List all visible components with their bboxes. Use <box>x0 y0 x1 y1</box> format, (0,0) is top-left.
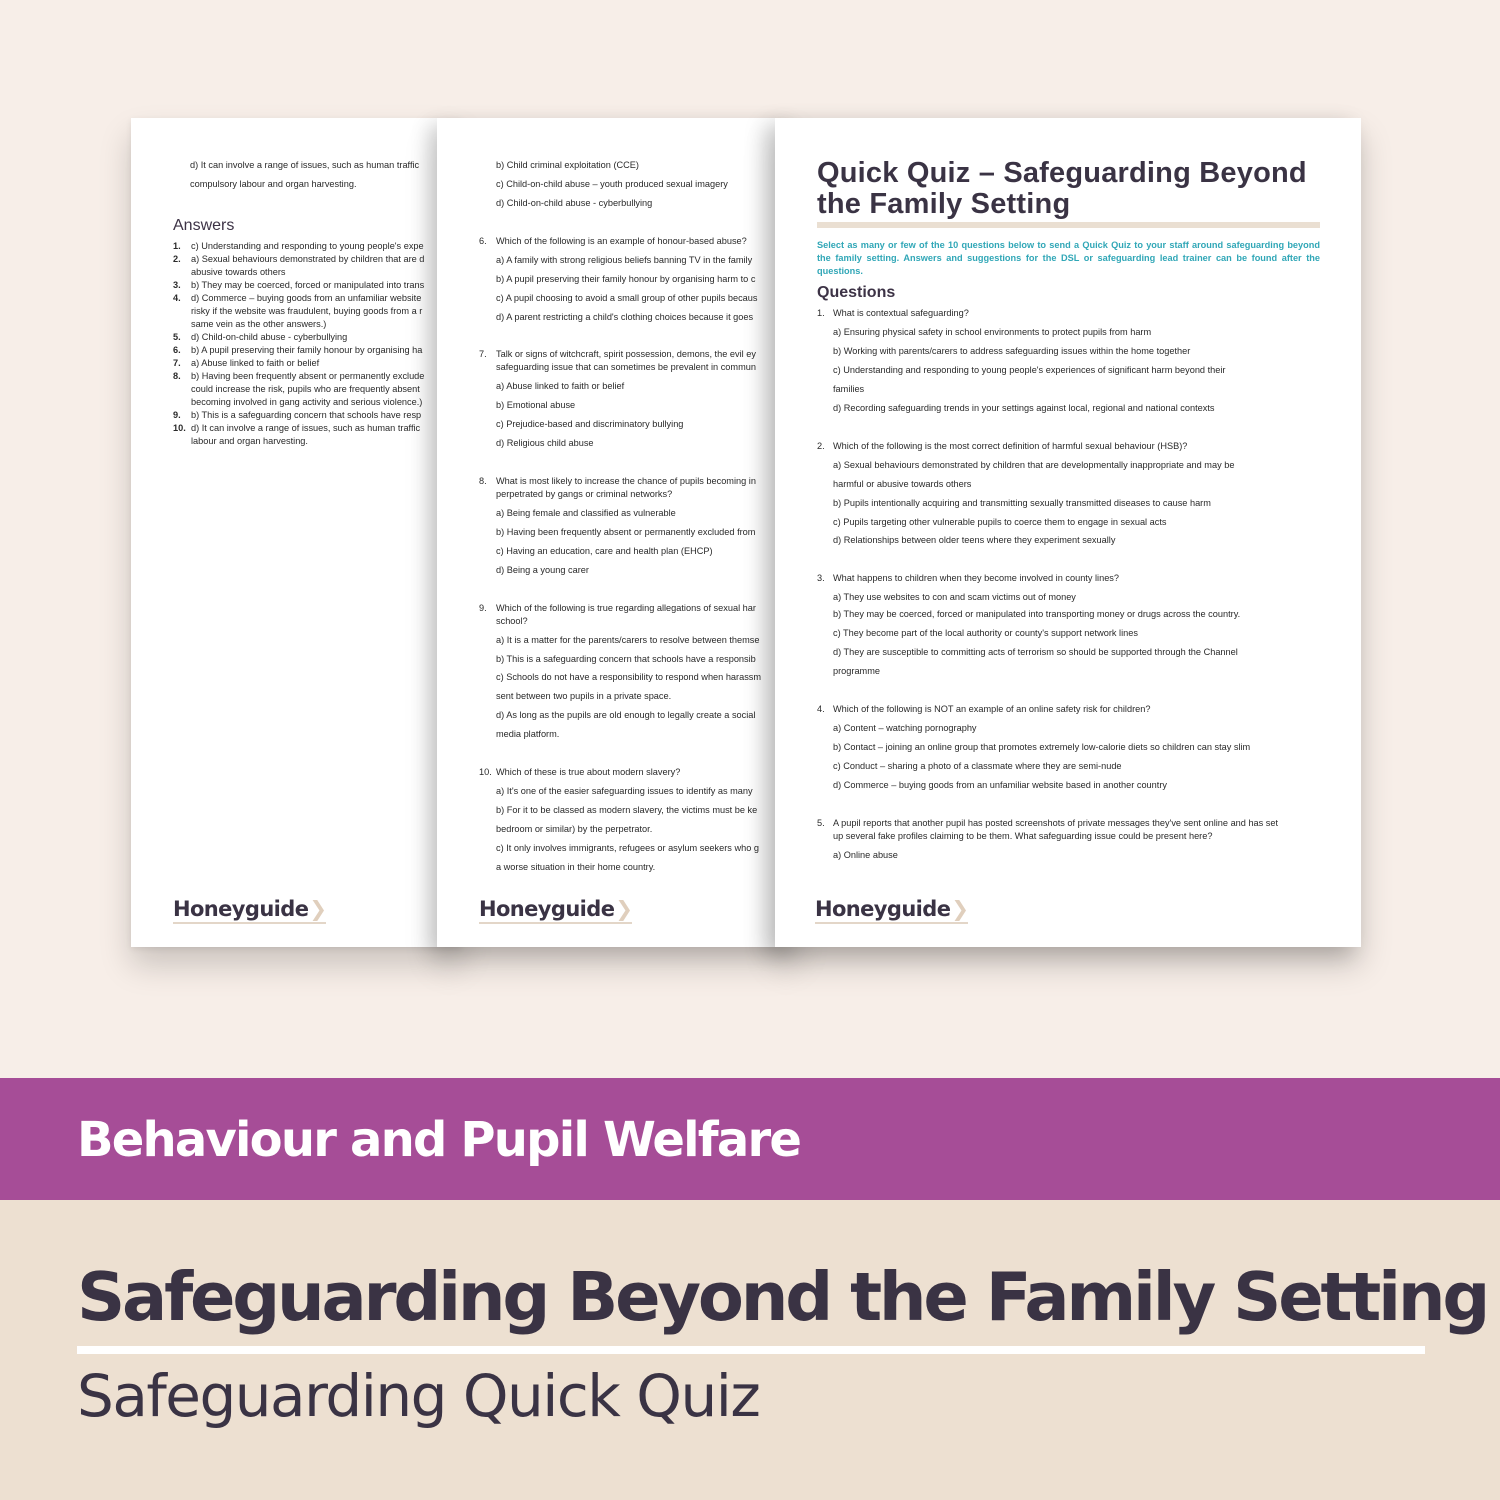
option-text: b) Having been frequently absent or permanently excluded from <box>496 527 756 537</box>
question-number: 5. <box>817 818 825 828</box>
document-page-questions-6-10 <box>437 118 797 947</box>
question-number: 10. <box>479 767 492 777</box>
text-line: d) It can involve a range of issues, such as human traffic <box>190 160 420 170</box>
option-text: a) Sexual behaviours demonstrated by children that are developmentally inappropriate and may be <box>833 460 1235 470</box>
option-text: a) It's one of the easier safeguarding issues to identify as many <box>496 786 753 796</box>
option-text: b) They may be coerced, forced or manipulated into transporting money or drugs across the country. <box>833 609 1241 619</box>
question-number: 7. <box>479 349 487 359</box>
answer-item: 9. b) This is a safeguarding concern that schools have resp <box>173 410 422 420</box>
option-text: a) Being female and classified as vulnerable <box>496 508 676 518</box>
option-text: b) Pupils intentionally acquiring and transmitting sexually transmitted diseases to cause harm <box>833 498 1211 508</box>
question-text: What is most likely to increase the chance of pupils becoming in <box>496 476 756 486</box>
option-text: a) Abuse linked to faith or belief <box>496 381 625 391</box>
option-text: c) Prejudice-based and discriminatory bullying <box>496 419 684 429</box>
question-text: Which of the following is the most correct definition of harmful sexual behaviour (HSB)? <box>833 441 1188 451</box>
question-text: Which of the following is an example of honour-based abuse? <box>496 236 747 246</box>
option-text: a worse situation in their home country. <box>496 862 656 872</box>
option-text: b) For it to be classed as modern slavery, the victims must be ke <box>496 805 758 815</box>
question-text: What is contextual safeguarding? <box>833 308 969 318</box>
option-text: b) A pupil preserving their family honour by organising harm to c <box>496 274 756 284</box>
option-text: b) This is a safeguarding concern that schools have a responsib <box>496 654 756 664</box>
question-text: up several fake profiles claiming to be them. What safeguarding issue could be present here? <box>833 831 1213 841</box>
honeyguide-logo: Honeyguide❯ <box>479 897 632 924</box>
option-text: a) It is a matter for the parents/carers to resolve between themse <box>496 635 760 645</box>
option-text: d) Relationships between older teens where they experiment sexually <box>833 535 1116 545</box>
product-title: Safeguarding Beyond the Family Setting <box>77 1258 1488 1336</box>
option-text: a) Ensuring physical safety in school environments to protect pupils from harm <box>833 327 1152 337</box>
question-number: 4. <box>817 704 825 714</box>
answer-item: 6. b) A pupil preserving their family honour by organising ha <box>173 345 423 355</box>
option-text: d) As long as the pupils are old enough to legally create a social <box>496 710 756 720</box>
question-text: Which of the following is true regarding allegations of sexual har <box>496 603 756 613</box>
title-divider <box>817 222 1320 228</box>
question-number: 6. <box>479 236 487 246</box>
quiz-title: Quick Quiz – Safeguarding Beyond the Family Setting <box>817 157 1307 220</box>
answer-item: 7. a) Abuse linked to faith or belief <box>173 358 320 368</box>
answer-item: 5. d) Child-on-child abuse - cyberbullying <box>173 332 348 342</box>
answer-item: 3. b) They may be coerced, forced or manipulated into trans <box>173 280 425 290</box>
question-number: 8. <box>479 476 487 486</box>
question-text: Talk or signs of witchcraft, spirit possession, demons, the evil ey <box>496 349 756 359</box>
text-line: b) Child criminal exploitation (CCE) <box>496 160 639 170</box>
question-text: school? <box>496 616 528 626</box>
option-text: b) Working with parents/carers to address safeguarding issues within the home together <box>833 346 1191 356</box>
product-subtitle: Safeguarding Quick Quiz <box>77 1362 760 1430</box>
questions-heading: Questions <box>817 284 896 301</box>
answers-heading: Answers <box>173 217 235 234</box>
option-text: c) It only involves immigrants, refugees or asylum seekers who g <box>496 843 759 853</box>
option-text: a) They use websites to con and scam victims out of money <box>833 592 1076 602</box>
option-text: media platform. <box>496 729 560 739</box>
document-page-quiz-front <box>775 118 1361 947</box>
option-text: a) Online abuse <box>833 850 898 860</box>
question-number: 3. <box>817 573 825 583</box>
document-page-answers <box>131 118 461 947</box>
question-text: A pupil reports that another pupil has posted screenshots of private messages they've sent online and has set <box>833 818 1279 828</box>
title-underline <box>77 1346 1425 1354</box>
text-line: d) Child-on-child abuse - cyberbullying <box>496 198 653 208</box>
question-number: 2. <box>817 441 825 451</box>
quiz-intro: Select as many or few of the 10 questions below to send a Quick Quiz to your staff around safeguarding beyond the family setting. Answers and suggestions for the DSL or safeguarding lead trainer can be found after the questions. <box>817 240 1320 276</box>
question-number: 9. <box>479 603 487 613</box>
option-text: sent between two pupils in a private space. <box>496 691 672 701</box>
answer-item: 10. d) It can involve a range of issues, such as human traffic <box>173 423 421 433</box>
option-text: c) Schools do not have a responsibility to respond when harassm <box>496 672 762 682</box>
option-text: c) A pupil choosing to avoid a small group of other pupils becaus <box>496 293 758 303</box>
answer-item: 2. a) Sexual behaviours demonstrated by children that are d <box>173 254 425 264</box>
option-text: a) Content – watching pornography <box>833 723 977 733</box>
option-text: b) Contact – joining an online group that promotes extremely low-calorie diets so children can stay slim <box>833 742 1251 752</box>
answer-item: 8. b) Having been frequently absent or permanently exclude <box>173 371 425 381</box>
question-text: perpetrated by gangs or criminal networks? <box>496 489 673 499</box>
option-text: c) Pupils targeting other vulnerable pupils to coerce them to engage in sexual acts <box>833 517 1167 527</box>
question-text: safeguarding issue that can sometimes be prevalent in commun <box>496 362 756 372</box>
option-text: c) Conduct – sharing a photo of a classmate where they are semi-nude <box>833 761 1122 771</box>
option-text: a) A family with strong religious beliefs banning TV in the family <box>496 255 753 265</box>
category-label: Behaviour and Pupil Welfare <box>77 1112 801 1168</box>
question-text: Which of these is true about modern slavery? <box>496 767 681 777</box>
option-text: programme <box>833 666 880 676</box>
option-text: b) Emotional abuse <box>496 400 576 410</box>
option-text: bedroom or similar) by the perpetrator. <box>496 824 653 834</box>
option-text: c) Understanding and responding to young people's experiences of significant harm beyond their <box>833 365 1226 375</box>
option-text: c) Having an education, care and health plan (EHCP) <box>496 546 713 556</box>
answers-list: 1. c) Understanding and responding to young people's expe 2. a) Sexual behaviours demonstrated by children that are d abusive towards others 3. b) They may be coerced, forced or manipulated into trans 4. d) Commerce – buying goods from an unfamiliar website risky if the website was fraudulent, buying goods from a r same vein as the other answers.) 5. d) Child-on-child abuse - cyberbullying 6. b) A pupil preserving their family honour by organising ha 7. a) Abuse linked to faith or belief 8. b) Having been frequently absent or permanently exclude could increase the risk, pupils who are frequently absent becoming involved in gang activity and serious violence.) 9. b) This is a safeguarding concern that schools have resp 10. d) It can involve a range of issues, such as human traffic labour and organ harvesting. <box>173 240 461 448</box>
answer-item: 4. d) Commerce – buying goods from an unfamiliar website <box>173 293 422 303</box>
option-text: d) Being a young carer <box>496 565 589 575</box>
question-text: Which of the following is NOT an example of an online safety risk for children? <box>833 704 1151 714</box>
option-text: d) A parent restricting a child's clothing choices because it goes <box>496 312 754 322</box>
option-text: families <box>833 384 865 394</box>
honeyguide-logo: Honeyguide❯ <box>173 897 326 924</box>
answer-item: 1. c) Understanding and responding to young people's expe <box>173 241 424 251</box>
text-line: compulsory labour and organ harvesting. <box>190 179 357 189</box>
option-text: d) They are susceptible to committing acts of terrorism so should be supported through the Channel <box>833 647 1238 657</box>
option-text: d) Religious child abuse <box>496 438 594 448</box>
question-text: What happens to children when they become involved in county lines? <box>833 573 1120 583</box>
text-line: c) Child-on-child abuse – youth produced sexual imagery <box>496 179 728 189</box>
option-text: c) They become part of the local authority or county's support network lines <box>833 628 1138 638</box>
question-number: 1. <box>817 308 825 318</box>
option-text: d) Recording safeguarding trends in your settings against local, regional and national contexts <box>833 403 1215 413</box>
option-text: harmful or abusive towards others <box>833 479 972 489</box>
honeyguide-logo: Honeyguide❯ <box>815 897 968 924</box>
option-text: d) Commerce – buying goods from an unfamiliar website based in another country <box>833 780 1167 790</box>
